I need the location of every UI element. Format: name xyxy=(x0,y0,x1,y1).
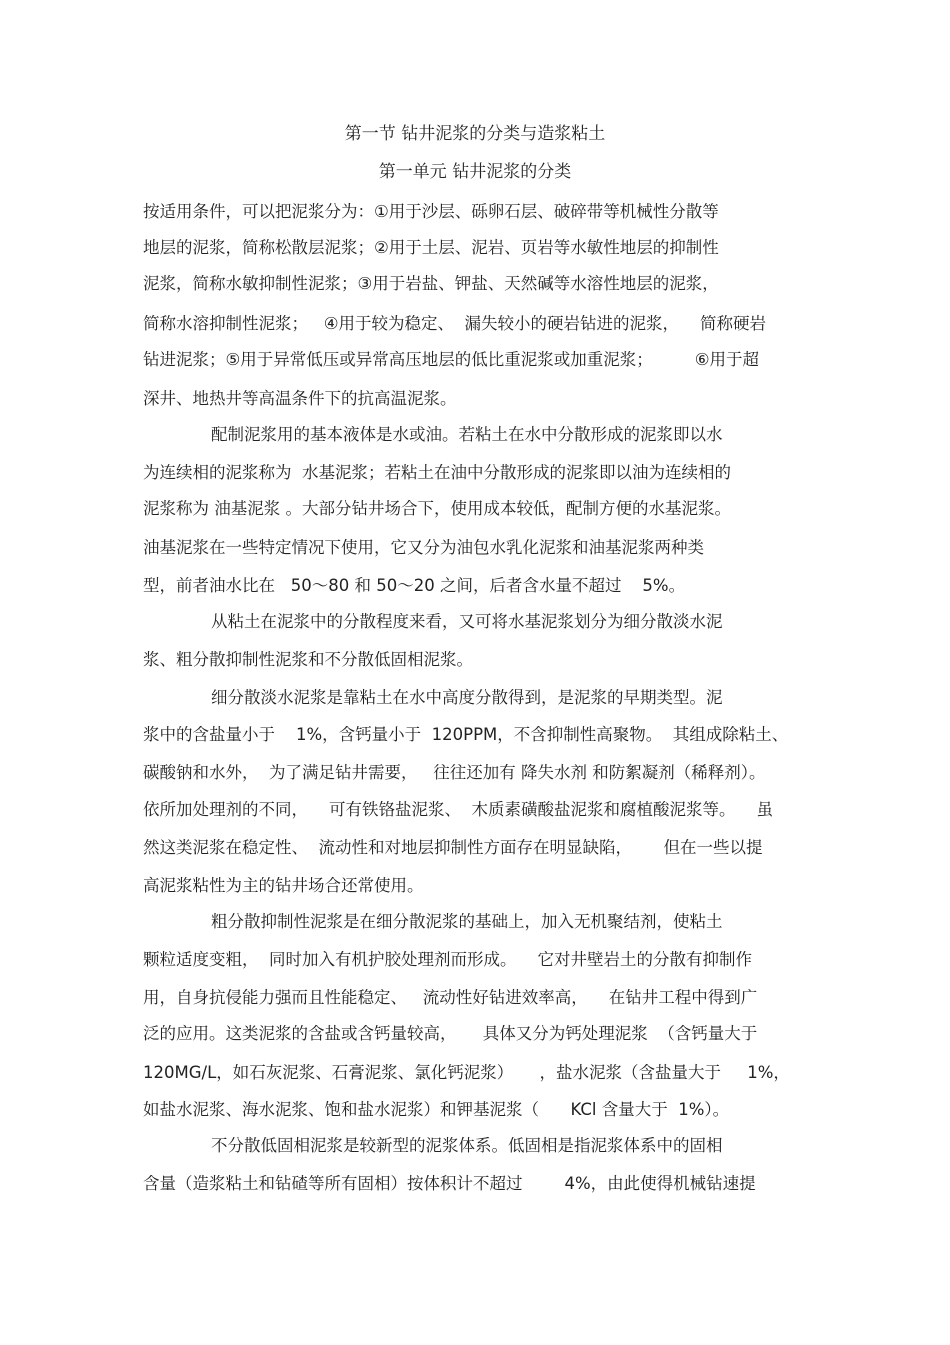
unit-title: 第一单元 钻井泥浆的分类 xyxy=(378,162,572,182)
paragraph-line: 浆中的含盐量小于 1%，含钙量小于 120PPM，不含抑制性高聚物。 其组成除粘土、 xyxy=(143,725,789,744)
section-title: 第一节 钻井泥浆的分类与造浆粘土 xyxy=(344,124,606,144)
paragraph-line: 含量（造浆粘土和钻碴等所有固相）按体积计不超过 4%，由此使得机械钻速提 xyxy=(143,1174,756,1193)
paragraph-line: 如盐水泥浆、海水泥浆、饱和盐水泥浆）和钾基泥浆（ KCl 含量大于 1%）。 xyxy=(143,1100,730,1119)
paragraph-line: 配制泥浆用的基本液体是水或油。若粘土在水中分散形成的泥浆即以水 xyxy=(211,425,723,444)
paragraph-line: 地层的泥浆，简称松散层泥浆；②用于土层、泥岩、页岩等水敏性地层的抑制性 xyxy=(143,238,719,257)
paragraph-line: 然这类泥浆在稳定性、 流动性和对地层抑制性方面存在明显缺陷， 但在一些以提 xyxy=(143,838,763,857)
paragraph-line: 为连续相的泥浆称为 水基泥浆；若粘土在油中分散形成的泥浆即以油为连续相的 xyxy=(143,463,731,482)
paragraph-line: 按适用条件，可以把泥浆分为：①用于沙层、砾卵石层、破碎带等机械性分散等 xyxy=(143,202,719,221)
paragraph-line: 依所加处理剂的不同， 可有铁铬盐泥浆、 木质素磺酸盐泥浆和腐植酸泥浆等。 虽 xyxy=(143,800,773,819)
paragraph-line: 泥浆称为 油基泥浆 。大部分钻井场合下，使用成本较低，配制方便的水基泥浆。 xyxy=(143,499,731,518)
paragraph-line: 细分散淡水泥浆是靠粘土在水中高度分散得到，是泥浆的早期类型。泥 xyxy=(211,688,723,707)
paragraph-line: 浆、粗分散抑制性泥浆和不分散低固相泥浆。 xyxy=(143,650,473,669)
paragraph-line: 120MG/L，如石灰泥浆、石膏泥浆、氯化钙泥浆） ，盐水泥浆（含盐量大于 1%， xyxy=(143,1063,790,1082)
paragraph-line: 用，自身抗侵能力强而且性能稳定、 流动性好钻进效率高， 在钻井工程中得到广 xyxy=(143,988,758,1007)
paragraph-line: 型，前者油水比在 50～80 和 50～20 之间，后者含水量不超过 5%。 xyxy=(143,576,686,595)
paragraph-line: 油基泥浆在一些特定情况下使用，它又分为油包水乳化泥浆和油基泥浆两种类 xyxy=(143,538,704,557)
paragraph-line: 深井、地热井等高温条件下的抗高温泥浆。 xyxy=(143,389,457,408)
paragraph-line: 简称水溶抑制性泥浆； ④用于较为稳定、 漏失较小的硬岩钻进的泥浆， 简称硬岩 xyxy=(143,314,766,333)
paragraph-line: 泥浆，简称水敏抑制性泥浆；③用于岩盐、钾盐、天然碱等水溶性地层的泥浆， xyxy=(143,274,719,293)
paragraph-line: 钻进泥浆；⑤用于异常低压或异常高压地层的低比重泥浆或加重泥浆； ⑥用于超 xyxy=(143,350,760,369)
paragraph-line: 粗分散抑制性泥浆是在细分散泥浆的基础上，加入无机聚结剂，使粘土 xyxy=(211,912,723,931)
paragraph-line: 不分散低固相泥浆是较新型的泥浆体系。低固相是指泥浆体系中的固相 xyxy=(211,1136,723,1155)
paragraph-line: 碳酸钠和水外， 为了满足钻井需要， 往往还加有 降失水剂 和防絮凝剂（稀释剂）。 xyxy=(143,763,766,782)
paragraph-line: 高泥浆粘性为主的钻井场合还常使用。 xyxy=(143,876,424,895)
paragraph-line: 颗粒适度变粗， 同时加入有机护胶处理剂而形成。 它对井壁岩土的分散有抑制作 xyxy=(143,950,752,969)
paragraph-line: 从粘土在泥浆中的分散程度来看，又可将水基泥浆划分为细分散淡水泥 xyxy=(211,612,723,631)
paragraph-line: 泛的应用。这类泥浆的含盐或含钙量较高， 具体又分为钙处理泥浆 （含钙量大于 xyxy=(143,1024,758,1043)
